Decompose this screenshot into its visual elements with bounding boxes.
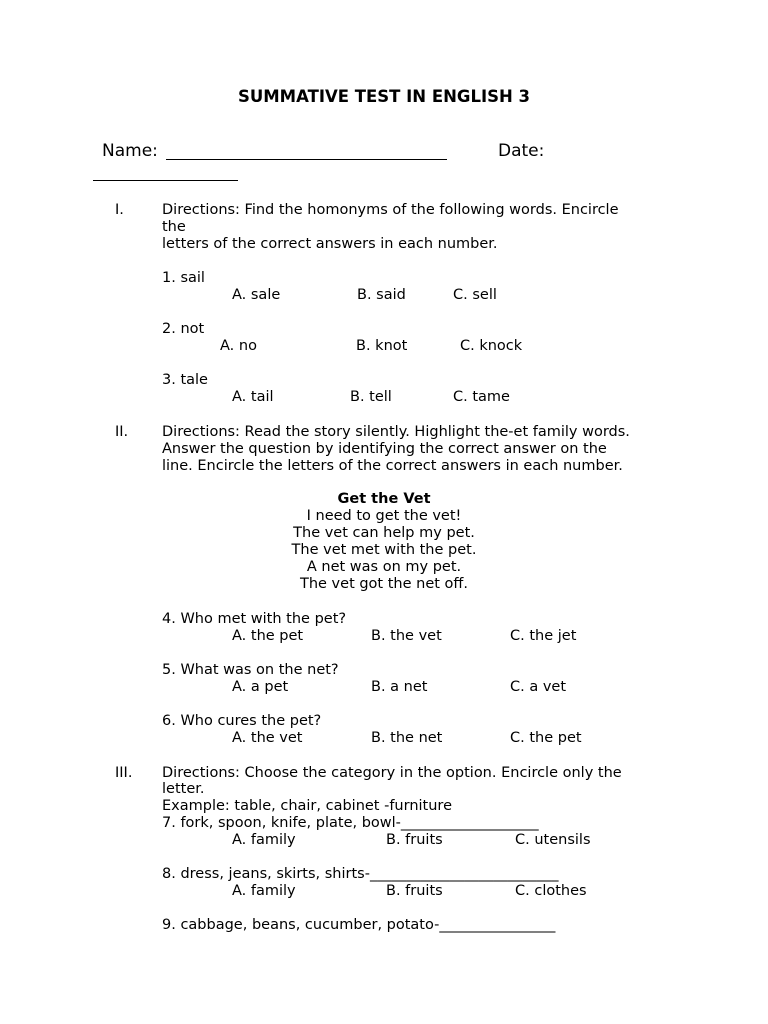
name-field[interactable]	[166, 159, 447, 160]
q4-choice-c[interactable]: C. the jet	[510, 628, 577, 644]
q1-choice-c[interactable]: C. sell	[453, 287, 497, 303]
story-title: Get the Vet	[337, 491, 431, 507]
section-2-numeral: II.	[115, 424, 129, 440]
q6-choice-b[interactable]: B. the net	[371, 730, 443, 746]
q6-choice-a[interactable]: A. the vet	[232, 730, 303, 746]
date-field[interactable]	[93, 180, 238, 181]
section-1-numeral: I.	[115, 202, 124, 218]
q6-choice-c[interactable]: C. the pet	[510, 730, 582, 746]
story-line: A net was on my pet.	[306, 559, 462, 575]
question-8: 8. dress, jeans, skirts, shirts-__________________________	[162, 866, 559, 882]
q7-choice-c[interactable]: C. utensils	[515, 832, 591, 848]
page-title: SUMMATIVE TEST IN ENGLISH 3	[237, 87, 531, 106]
q1-choice-b[interactable]: B. said	[357, 287, 406, 303]
q8-choice-b[interactable]: B. fruits	[386, 883, 443, 899]
question-1: 1. sail	[162, 270, 205, 286]
q3-choice-c[interactable]: C. tame	[453, 389, 510, 405]
section-1-directions: Directions: Find the homonyms of the following words. Encircle	[162, 202, 619, 218]
question-6: 6. Who cures the pet?	[162, 713, 322, 729]
story-line: I need to get the vet!	[306, 508, 462, 524]
date-label: Date:	[498, 141, 545, 161]
q3-choice-a[interactable]: A. tail	[232, 389, 274, 405]
question-2: 2. not	[162, 321, 205, 337]
question-3: 3. tale	[162, 372, 208, 388]
section-2-directions: Directions: Read the story silently. Highlight the-et family words.	[162, 424, 630, 440]
q2-choice-c[interactable]: C. knock	[460, 338, 523, 354]
story-line: The vet got the net off.	[299, 576, 469, 592]
q5-choice-c[interactable]: C. a vet	[510, 679, 567, 695]
section-3-numeral: III.	[115, 765, 133, 781]
name-label: Name:	[102, 141, 158, 161]
q1-choice-a[interactable]: A. sale	[232, 287, 281, 303]
q7-choice-a[interactable]: A. family	[232, 832, 296, 848]
q4-choice-a[interactable]: A. the pet	[232, 628, 304, 644]
section-1-directions-line2: letters of the correct answers in each number.	[162, 236, 498, 252]
q7-choice-b[interactable]: B. fruits	[386, 832, 443, 848]
question-9: 9. cabbage, beans, cucumber, potato-________________	[162, 917, 556, 933]
question-4: 4. Who met with the pet?	[162, 611, 347, 627]
question-5: 5. What was on the net?	[162, 662, 339, 678]
q5-choice-b[interactable]: B. a net	[371, 679, 428, 695]
section-3-directions-line2: letter.	[162, 781, 205, 797]
q2-choice-b[interactable]: B. knot	[356, 338, 408, 354]
story-line: The vet can help my pet.	[293, 525, 475, 541]
section-2-directions-line2: Answer the question by identifying the correct answer on the	[162, 441, 607, 457]
q2-choice-a[interactable]: A. no	[220, 338, 257, 354]
section-2-directions-line3: line. Encircle the letters of the correct answers in each number.	[162, 458, 623, 474]
q5-choice-a[interactable]: A. a pet	[232, 679, 289, 695]
q3-choice-b[interactable]: B. tell	[350, 389, 392, 405]
story-line: The vet met with the pet.	[291, 542, 477, 558]
q8-choice-a[interactable]: A. family	[232, 883, 296, 899]
section-1-directions-wrap: the	[162, 219, 186, 235]
question-7: 7. fork, spoon, knife, plate, bowl-___________________	[162, 815, 539, 831]
q8-choice-c[interactable]: C. clothes	[515, 883, 587, 899]
q4-choice-b[interactable]: B. the vet	[371, 628, 442, 644]
section-3-example: Example: table, chair, cabinet -furniture	[162, 798, 452, 814]
section-3-directions: Directions: Choose the category in the option. Encircle only the	[162, 765, 622, 781]
